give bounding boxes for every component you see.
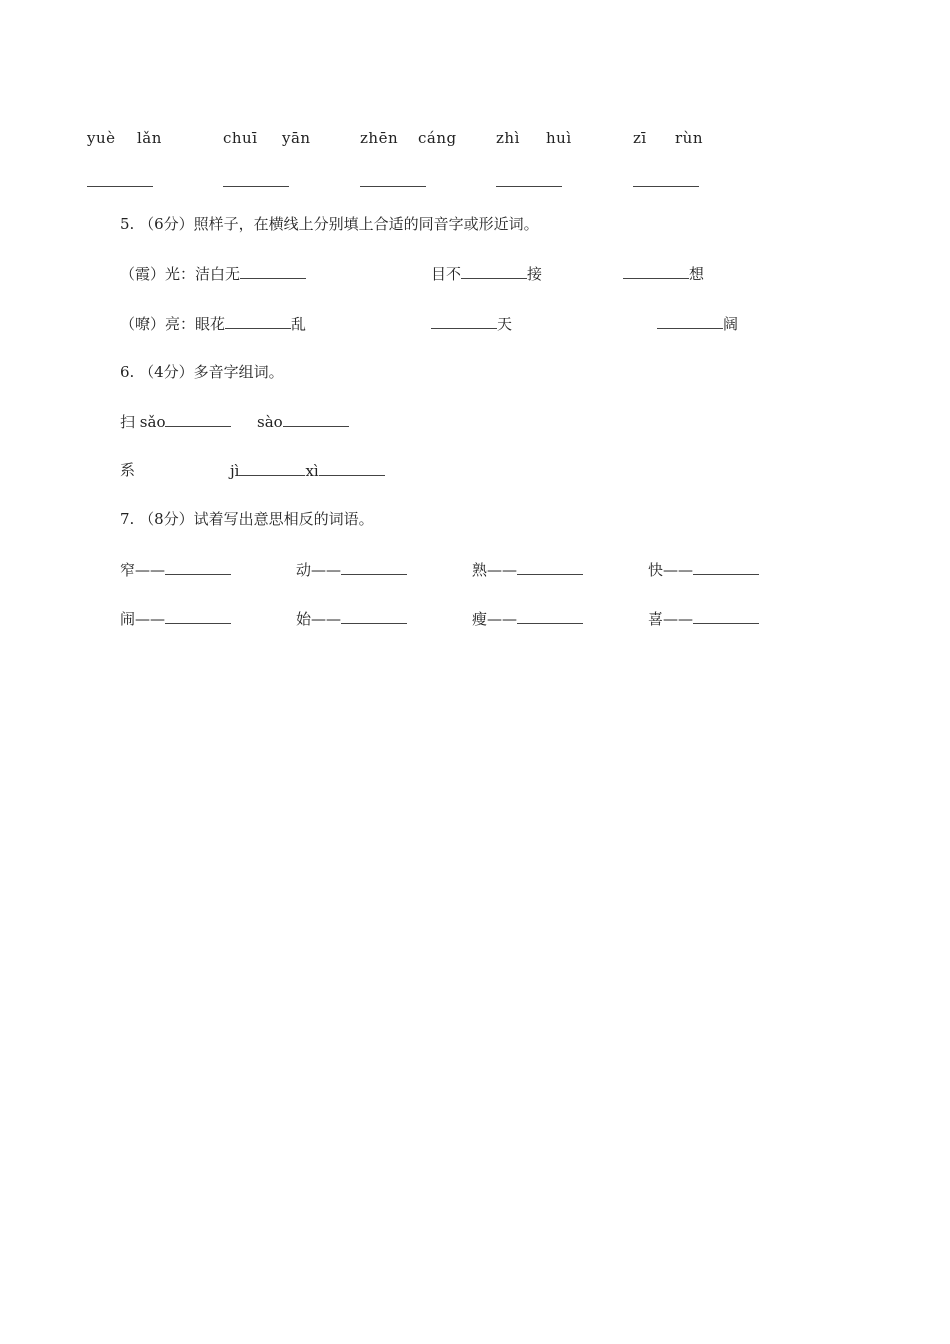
q7-word: 瘦—— [472,610,518,628]
answer-blank[interactable] [341,560,407,575]
q7-row2-item3 [472,609,583,628]
q5-row2-item3-post: 阔 [723,315,739,333]
q5-row2-item1 [120,314,306,333]
answer-blank[interactable] [517,560,583,575]
question-6-title: 6. （4分）多音字组词。 [120,363,284,381]
pinyin-5b: rùn [675,129,703,147]
q7-word: 闹—— [120,610,166,628]
q6-row2 [230,461,385,480]
answer-blank[interactable] [633,172,699,187]
q5-row2-label: （嘹）亮：眼花 [120,315,226,333]
answer-blank[interactable] [239,461,305,476]
answer-blank[interactable] [360,172,426,187]
pinyin-4b: huì [546,129,572,147]
answer-blank[interactable] [165,609,231,624]
q6-row2-char: 系 [120,461,136,479]
answer-blank[interactable] [223,172,289,187]
q5-row1-item2-pre: 目不 [431,265,462,283]
answer-blank[interactable] [240,264,306,279]
answer-blank[interactable] [225,314,291,329]
q6-row1-char: 扫 [120,413,136,431]
answer-blank[interactable] [693,609,759,624]
answer-blank[interactable] [517,609,583,624]
answer-blank[interactable] [431,314,497,329]
q7-row1-item1 [120,560,231,579]
q7-word: 动—— [296,561,342,579]
pinyin-2a: chuī [223,129,258,147]
q5-row2-label-post: 乱 [291,315,307,333]
q5-row2-item3 [657,314,738,333]
answer-blank[interactable] [623,264,689,279]
pinyin-3a: zhēn [360,129,399,147]
answer-blank[interactable] [319,461,385,476]
q6-row1-p1: sǎo [139,413,166,431]
q6-row1 [120,412,231,431]
q7-word: 窄—— [120,561,166,579]
answer-blank[interactable] [657,314,723,329]
answer-blank[interactable] [87,172,153,187]
q5-row2-item2 [431,314,512,333]
q5-row1-item2-post: 接 [527,265,543,283]
question-5-title: 5. （6分）照样子，在横线上分别填上合适的同音字或形近词。 [120,215,539,233]
question-7-title: 7. （8分）试着写出意思相反的词语。 [120,510,374,528]
q7-row1-item2 [296,560,407,579]
q5-row1-item1 [120,264,306,283]
q5-row1-label: （霞）光：洁白无 [120,265,241,283]
q7-row2-item1 [120,609,231,628]
pinyin-1a: yuè [87,129,116,147]
q7-row1-item3 [472,560,583,579]
answer-blank[interactable] [461,264,527,279]
q7-row1-item4 [648,560,759,579]
q7-word: 始—— [296,610,342,628]
answer-blank[interactable] [283,412,349,427]
pinyin-5a: zī [633,129,647,147]
answer-blank[interactable] [165,412,231,427]
answer-blank[interactable] [341,609,407,624]
q6-row2-p2: xì [305,462,319,480]
pinyin-1b: lǎn [137,129,162,147]
answer-blank[interactable] [165,560,231,575]
q5-row1-item3 [623,264,704,283]
pinyin-3b: cáng [418,129,457,147]
answer-blank[interactable] [693,560,759,575]
q7-word: 喜—— [648,610,694,628]
pinyin-4a: zhì [496,129,520,147]
pinyin-2b: yān [282,129,311,147]
q5-row1-item3-post: 想 [689,265,705,283]
q7-row2-item2 [296,609,407,628]
q7-word: 快—— [648,561,694,579]
q6-row2-p1: jì [230,462,240,480]
q5-row2-item2-post: 天 [497,315,513,333]
q6-row1-b [257,412,349,431]
q6-row1-p2: sào [257,413,283,431]
q7-word: 熟—— [472,561,518,579]
answer-blank[interactable] [496,172,562,187]
q5-row1-item2 [431,264,542,283]
q7-row2-item4 [648,609,759,628]
